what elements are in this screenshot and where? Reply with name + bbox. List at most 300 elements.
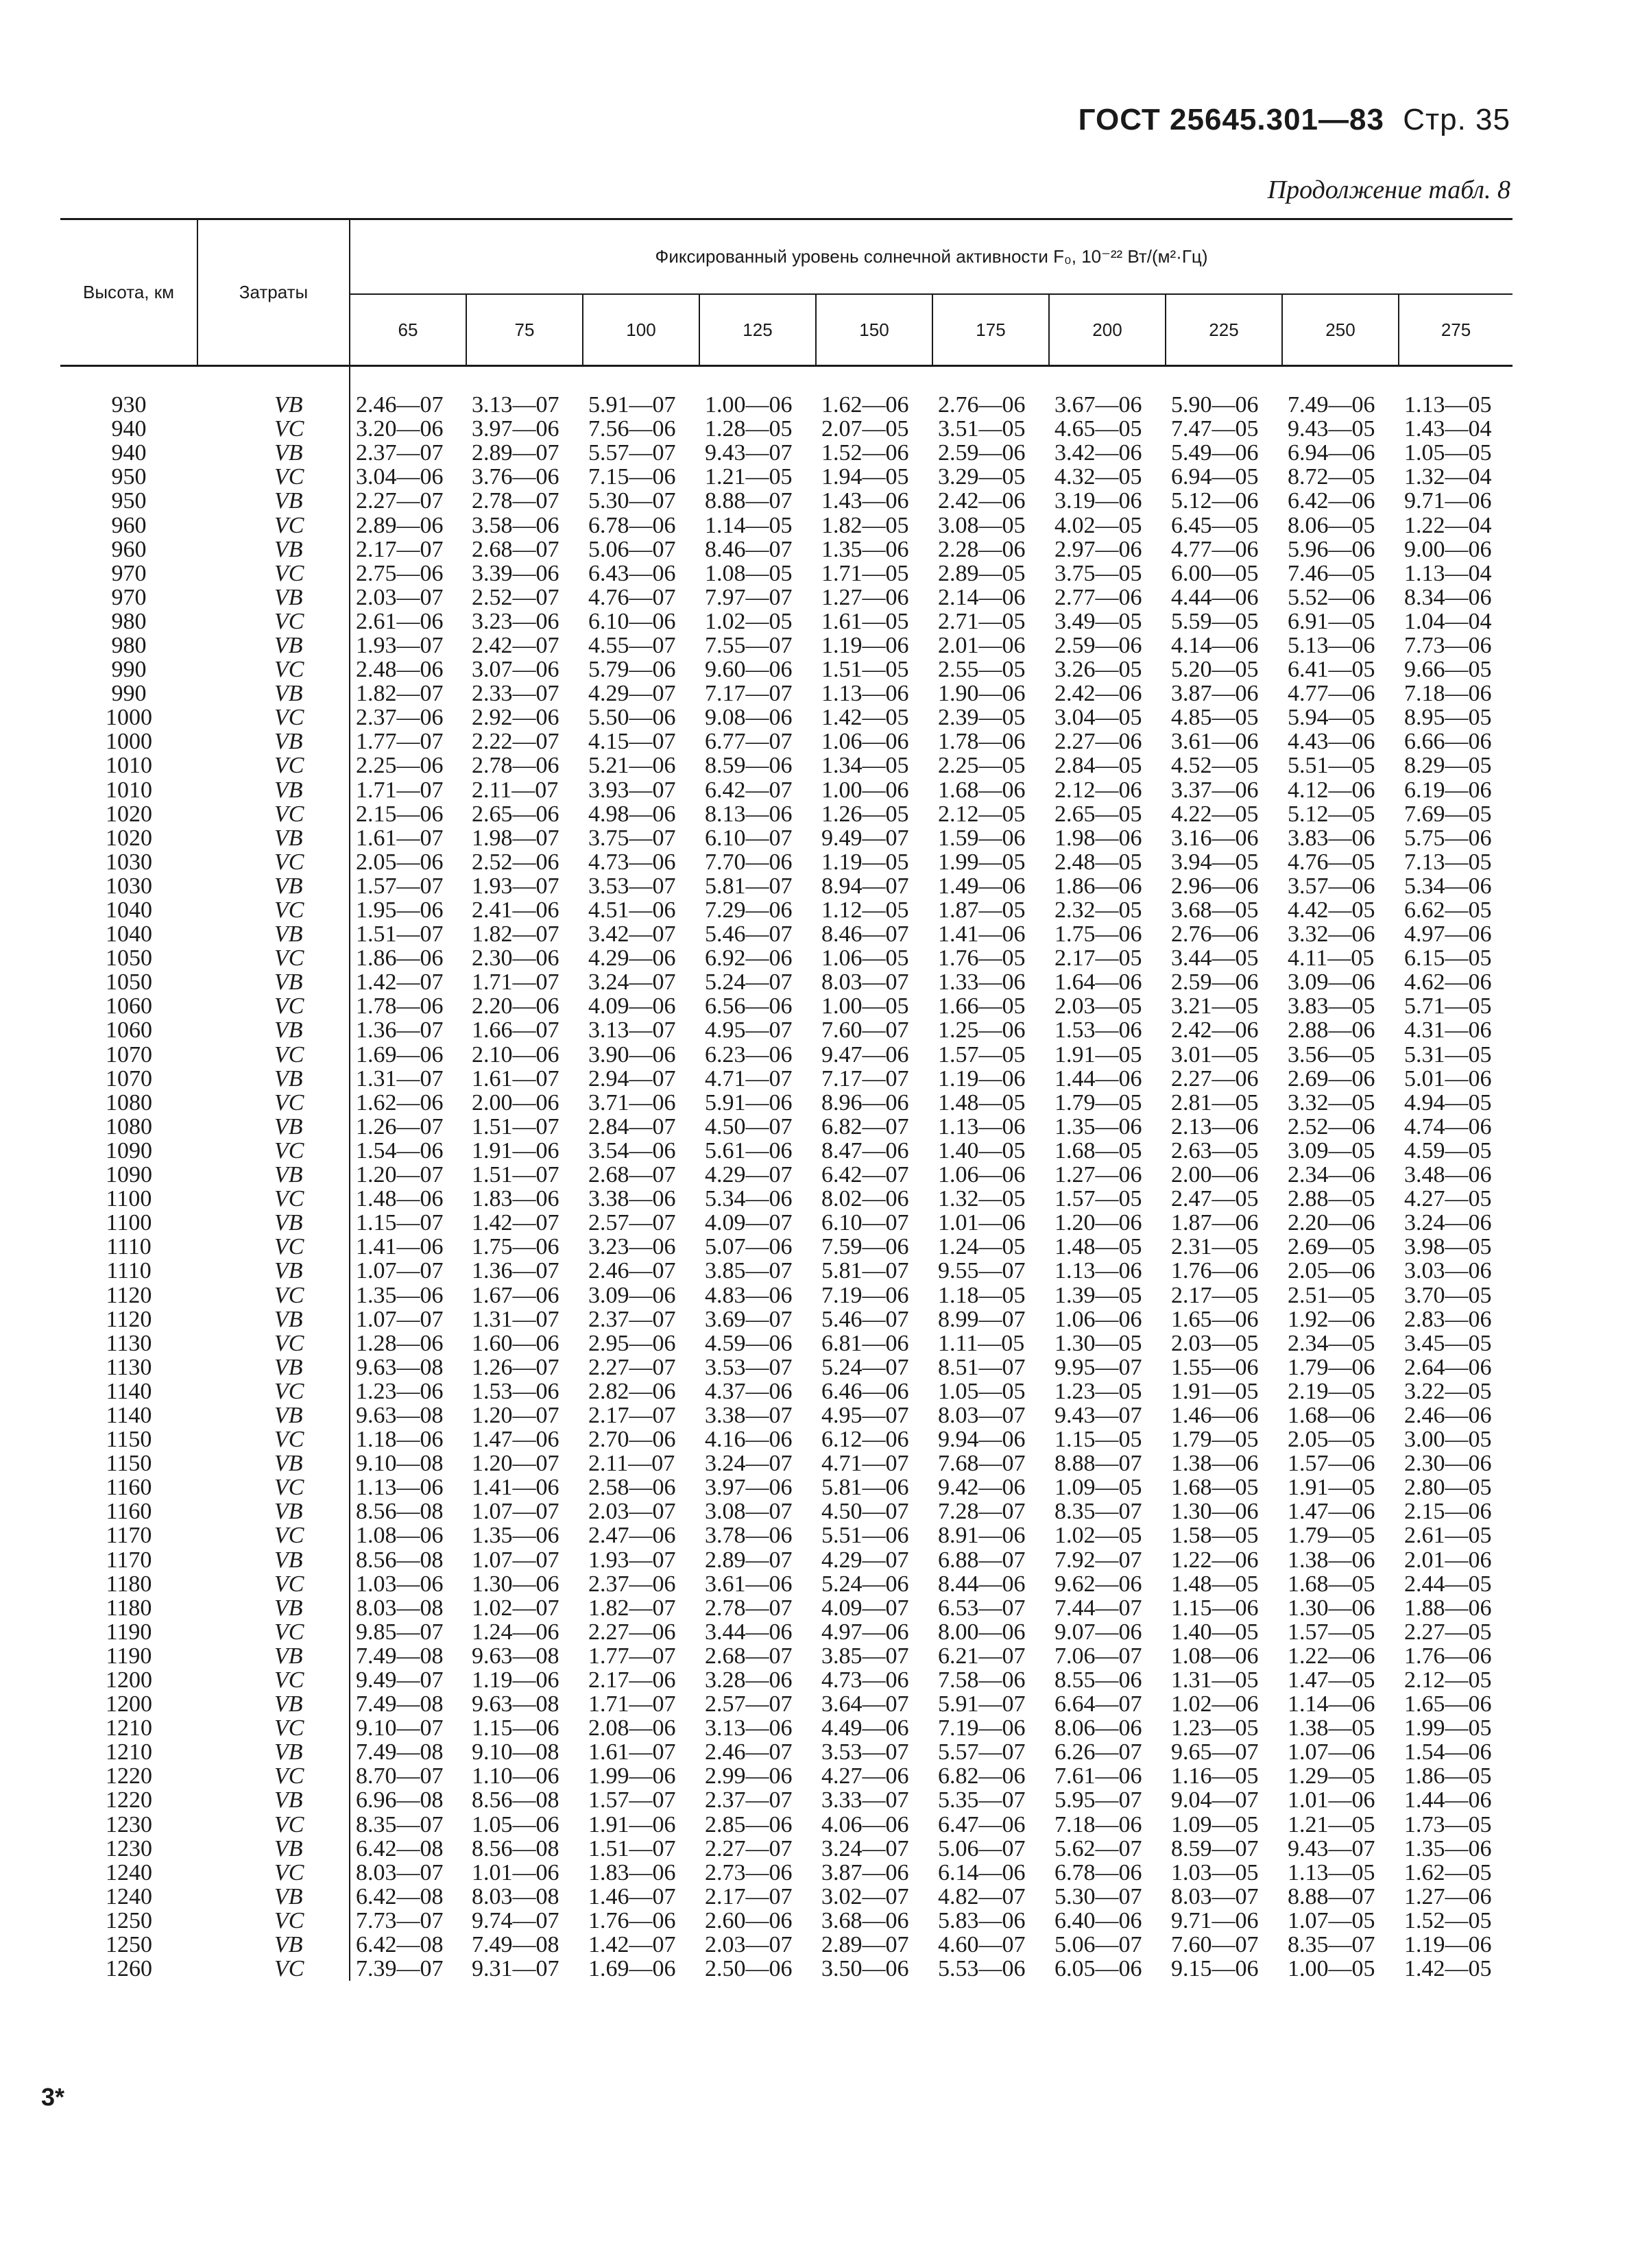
density-value-cell: 2.42—06 [938, 489, 1026, 514]
density-value-cell: 5.91—06 [705, 1090, 793, 1115]
density-value-cell: 1.13—06 [350, 1475, 466, 1499]
density-value-cell: 3.67—06 [1054, 392, 1142, 418]
cost-cell: VC [274, 849, 304, 874]
density-value-cell: 1.13—06 [1054, 1259, 1142, 1283]
density-value-cell: 7.55—07 [705, 633, 793, 658]
density-value-cell: 2.27—07 [350, 489, 466, 513]
density-value-cell: 2.22—07 [472, 729, 559, 754]
density-value-cell: 1.92—06 [1288, 1307, 1375, 1331]
density-value-cell: 8.59—07 [1171, 1836, 1259, 1861]
table-row [60, 1235, 1512, 1259]
table-row [60, 1909, 1512, 1933]
cost-cell: VB [274, 1884, 303, 1909]
density-value-cell: 8.06—06 [1054, 1716, 1142, 1741]
density-value-cell: 4.14—06 [1171, 633, 1259, 658]
density-value-cell: 9.10—08 [350, 1451, 466, 1475]
altitude-cell: 950 [111, 465, 147, 490]
altitude-cell: 1190 [106, 1643, 152, 1668]
density-value-cell: 7.61—06 [1054, 1764, 1142, 1789]
density-value-cell: 2.41—06 [472, 897, 559, 923]
density-value-cell: 5.01—06 [1404, 1066, 1492, 1091]
density-value-cell: 8.00—06 [938, 1619, 1026, 1644]
density-value-cell: 3.24—07 [705, 1451, 793, 1476]
density-value-cell: 1.18—06 [350, 1427, 466, 1451]
density-value-cell: 1.86—06 [1054, 873, 1142, 898]
table-row [60, 1163, 1512, 1187]
density-value-cell: 1.54—06 [1404, 1740, 1492, 1765]
table-row [60, 1067, 1512, 1091]
density-value-cell: 1.35—06 [821, 537, 909, 562]
cost-cell: VB [274, 1018, 303, 1043]
density-value-cell: 2.11—07 [588, 1451, 675, 1476]
density-value-cell: 1.03—05 [1171, 1860, 1259, 1885]
density-value-cell: 6.81—06 [821, 1331, 909, 1355]
cost-cell: VB [274, 922, 303, 947]
density-value-cell: 4.29—07 [588, 681, 676, 706]
density-value-cell: 5.49—06 [1171, 441, 1259, 466]
altitude-cell: 1260 [106, 1957, 152, 1981]
density-value-cell: 7.28—07 [938, 1499, 1026, 1524]
density-value-cell: 2.03—07 [350, 586, 466, 610]
density-value-cell: 1.48—06 [350, 1187, 466, 1211]
density-value-cell: 3.38—07 [705, 1403, 793, 1428]
table-continuation-note: Продолжение табл. 8 [1267, 176, 1510, 204]
density-value-cell: 2.11—07 [472, 777, 559, 802]
density-value-cell: 9.74—07 [472, 1908, 559, 1933]
table-row [60, 1018, 1512, 1042]
density-value-cell: 8.03—07 [350, 1861, 466, 1885]
density-value-cell: 1.57—07 [588, 1788, 676, 1813]
density-value-cell: 1.49—06 [938, 873, 1026, 898]
density-value-cell: 6.10—06 [588, 609, 676, 634]
density-value-cell: 3.44—05 [1171, 946, 1259, 971]
table-row [60, 562, 1512, 586]
density-value-cell: 1.93—07 [588, 1547, 676, 1572]
table-row [60, 1403, 1512, 1427]
density-value-cell: 1.09—05 [1171, 1812, 1259, 1837]
density-value-cell: 4.95—07 [821, 1403, 909, 1428]
density-value-cell: 2.42—06 [1171, 1018, 1259, 1043]
solar-level-header: 175 [932, 294, 1049, 366]
density-value-cell: 3.42—07 [588, 922, 676, 947]
table-row [60, 1764, 1512, 1788]
density-value-cell: 1.32—05 [938, 1187, 1026, 1211]
density-value-cell: 6.14—06 [938, 1860, 1026, 1885]
density-value-cell: 2.05—06 [1288, 1259, 1375, 1283]
density-value-cell: 9.63—08 [350, 1403, 466, 1427]
density-value-cell: 5.81—06 [821, 1475, 909, 1500]
density-value-cell: 2.07—05 [821, 417, 909, 442]
altitude-cell: 1170 [106, 1523, 152, 1548]
table-row [60, 610, 1512, 634]
density-value-cell: 3.01—05 [1171, 1042, 1259, 1067]
density-value-cell: 1.15—06 [1171, 1595, 1259, 1620]
cost-cell: VC [274, 1042, 304, 1067]
density-value-cell: 1.57—06 [1288, 1451, 1375, 1476]
density-value-cell: 8.95—05 [1404, 705, 1492, 730]
density-value-cell: 8.88—07 [1288, 1884, 1375, 1909]
density-value-cell: 9.10—08 [472, 1740, 559, 1765]
density-value-cell: 2.28—06 [938, 537, 1026, 562]
density-value-cell: 1.93—07 [472, 873, 559, 898]
density-value-cell: 2.48—05 [1054, 849, 1142, 874]
density-value-cell: 6.82—07 [821, 1114, 909, 1139]
density-value-cell: 7.58—06 [938, 1667, 1026, 1693]
density-value-cell: 1.95—06 [350, 898, 466, 922]
density-value-cell: 9.08—06 [705, 705, 793, 730]
table-row [60, 994, 1512, 1018]
density-value-cell: 3.33—07 [821, 1788, 909, 1813]
density-value-cell: 1.38—06 [1288, 1547, 1375, 1572]
table-row [60, 1115, 1512, 1139]
density-value-cell: 2.25—06 [350, 753, 466, 777]
density-value-cell: 1.82—07 [350, 681, 466, 705]
density-value-cell: 2.81—05 [1171, 1090, 1259, 1115]
cost-cell: VB [274, 1211, 303, 1235]
density-value-cell: 1.01—06 [938, 1211, 1026, 1235]
density-value-cell: 1.87—05 [938, 897, 1026, 923]
density-value-cell: 3.90—06 [588, 1042, 676, 1067]
table-row [60, 441, 1512, 465]
density-value-cell: 7.47—05 [1171, 417, 1259, 442]
table-row [60, 1307, 1512, 1331]
density-value-cell: 2.17—05 [1171, 1283, 1259, 1307]
table-row [60, 1259, 1512, 1283]
altitude-cell: 1200 [106, 1667, 152, 1693]
density-value-cell: 4.82—07 [938, 1884, 1026, 1909]
altitude-cell: 960 [111, 537, 147, 562]
density-value-cell: 6.78—06 [1054, 1860, 1142, 1885]
altitude-cell: 1090 [106, 1163, 152, 1187]
density-value-cell: 6.10—07 [821, 1211, 909, 1235]
density-value-cell: 2.05—06 [350, 850, 466, 874]
density-value-cell: 1.51—07 [588, 1836, 676, 1861]
density-value-cell: 1.69—06 [588, 1957, 676, 1981]
density-value-cell: 1.07—06 [1288, 1740, 1375, 1765]
density-value-cell: 5.06—07 [938, 1836, 1026, 1861]
density-value-cell: 2.10—06 [472, 1042, 559, 1067]
density-value-cell: 4.22—05 [1171, 801, 1259, 826]
altitude-cell: 1140 [106, 1379, 152, 1403]
table-body [60, 366, 1512, 1981]
density-value-cell: 4.73—06 [821, 1667, 909, 1693]
cost-cell: VB [274, 825, 303, 850]
density-value-cell: 2.44—05 [1404, 1571, 1492, 1596]
density-value-cell: 2.37—07 [588, 1307, 676, 1331]
density-value-cell: 5.75—06 [1404, 825, 1492, 850]
density-value-cell: 7.97—07 [705, 585, 793, 610]
density-value-cell: 2.17—07 [705, 1884, 793, 1909]
density-value-cell: 1.20—07 [472, 1451, 559, 1476]
density-value-cell: 4.50—07 [821, 1499, 909, 1524]
cost-cell: VB [274, 585, 303, 610]
density-value-cell: 4.32—05 [1054, 465, 1142, 490]
density-value-cell: 1.16—05 [1171, 1764, 1259, 1789]
density-value-cell: 5.06—07 [588, 537, 676, 562]
density-value-cell: 9.49—07 [350, 1668, 466, 1692]
solar-level-header: 65 [350, 294, 466, 366]
density-value-cell: 1.83—06 [588, 1860, 676, 1885]
density-value-cell: 4.29—07 [705, 1163, 793, 1187]
density-value-cell: 1.01—06 [472, 1860, 559, 1885]
density-value-cell: 8.03—07 [1171, 1884, 1259, 1909]
density-value-cell: 1.39—05 [1054, 1283, 1142, 1307]
table-row [60, 778, 1512, 802]
table-row [60, 1043, 1512, 1067]
density-value-cell: 1.77—07 [350, 729, 466, 753]
density-value-cell: 2.73—06 [705, 1860, 793, 1885]
altitude-cell: 1100 [106, 1187, 152, 1211]
density-value-cell: 2.89—07 [472, 441, 559, 466]
density-value-cell: 1.08—05 [705, 561, 793, 586]
density-value-cell: 7.19—06 [938, 1716, 1026, 1741]
density-value-cell: 5.12—05 [1288, 801, 1375, 826]
density-value-cell: 2.61—06 [350, 610, 466, 634]
density-value-cell: 3.24—07 [588, 970, 676, 995]
density-value-cell: 1.30—06 [1171, 1499, 1259, 1524]
density-value-cell: 2.30—06 [1404, 1451, 1492, 1476]
density-value-cell: 1.60—06 [472, 1331, 559, 1355]
table-row [60, 1620, 1512, 1644]
altitude-cell: 1070 [106, 1066, 152, 1091]
density-value-cell: 5.91—07 [938, 1692, 1026, 1717]
density-value-cell: 3.13—06 [705, 1716, 793, 1741]
density-value-cell: 1.68—05 [1171, 1475, 1259, 1500]
density-value-cell: 5.24—07 [821, 1355, 909, 1379]
density-value-cell: 3.83—05 [1288, 994, 1375, 1019]
density-value-cell: 4.71—07 [821, 1451, 909, 1476]
density-value-cell: 6.94—06 [1288, 441, 1375, 466]
density-value-cell: 6.21—07 [938, 1643, 1026, 1668]
density-value-cell: 1.75—06 [472, 1235, 559, 1259]
cost-cell: VC [274, 1331, 304, 1355]
density-value-cell: 1.18—05 [938, 1283, 1026, 1307]
altitude-cell: 1150 [106, 1451, 152, 1476]
table-row [60, 898, 1512, 922]
density-value-cell: 5.07—06 [705, 1235, 793, 1259]
density-value-cell: 1.94—05 [821, 465, 909, 490]
density-value-cell: 7.49—08 [350, 1644, 466, 1668]
density-value-cell: 4.29—07 [821, 1547, 909, 1572]
table-row [60, 1451, 1512, 1475]
density-value-cell: 3.07—06 [472, 658, 559, 682]
cost-cell: VC [274, 609, 304, 634]
cost-cell: VC [274, 897, 304, 923]
density-value-cell: 8.70—07 [350, 1764, 466, 1788]
density-value-cell: 9.00—06 [1404, 537, 1492, 562]
density-value-cell: 1.79—06 [1288, 1355, 1375, 1379]
density-value-cell: 7.44—07 [1054, 1595, 1142, 1620]
density-value-cell: 1.79—05 [1288, 1523, 1375, 1548]
density-value-cell: 4.29—06 [588, 946, 676, 971]
table-row [60, 1740, 1512, 1764]
solar-level-header: 275 [1399, 294, 1512, 366]
density-value-cell: 1.46—06 [1171, 1403, 1259, 1428]
density-value-cell: 5.24—07 [705, 970, 793, 995]
table-row [60, 946, 1512, 970]
density-value-cell: 1.27—06 [821, 585, 909, 610]
density-value-cell: 4.97—06 [821, 1619, 909, 1644]
table-row [60, 1211, 1512, 1235]
density-value-cell: 2.88—06 [1288, 1018, 1375, 1043]
table-row [60, 1475, 1512, 1499]
table-row [60, 1644, 1512, 1668]
density-value-cell: 1.41—06 [350, 1235, 466, 1259]
density-value-cell: 4.12—06 [1288, 777, 1375, 802]
density-value-cell: 3.98—05 [1404, 1235, 1492, 1259]
density-value-cell: 3.44—06 [705, 1619, 793, 1644]
density-value-cell: 1.79—05 [1054, 1090, 1142, 1115]
density-value-cell: 1.22—06 [1171, 1547, 1259, 1572]
density-value-cell: 1.27—06 [1404, 1884, 1492, 1909]
table-row [60, 1427, 1512, 1451]
cost-cell: VB [274, 1836, 303, 1861]
density-value-cell: 1.73—05 [1404, 1812, 1492, 1837]
density-value-cell: 3.38—06 [588, 1187, 676, 1211]
cost-cell: VC [274, 513, 304, 538]
density-value-cell: 3.23—06 [472, 609, 559, 634]
altitude-cell: 1230 [106, 1812, 152, 1837]
density-value-cell: 1.21—05 [705, 465, 793, 490]
density-value-cell: 1.87—06 [1171, 1211, 1259, 1235]
density-value-cell: 4.74—06 [1404, 1114, 1492, 1139]
density-value-cell: 1.22—06 [1288, 1643, 1375, 1668]
density-value-cell: 5.52—06 [1288, 585, 1375, 610]
density-value-cell: 1.29—05 [1288, 1764, 1375, 1789]
density-value-cell: 1.99—06 [588, 1764, 676, 1789]
table-row [60, 1499, 1512, 1523]
density-value-cell: 6.46—06 [821, 1379, 909, 1403]
density-value-cell: 2.95—06 [588, 1331, 676, 1355]
density-value-cell: 3.24—07 [821, 1836, 909, 1861]
density-value-cell: 4.77—06 [1288, 681, 1375, 706]
density-value-cell: 2.27—06 [588, 1619, 676, 1644]
density-value-cell: 1.47—06 [472, 1427, 559, 1452]
cost-cell: VB [274, 1307, 303, 1331]
density-value-cell: 2.68—07 [472, 537, 559, 562]
solar-level-header: 75 [466, 294, 583, 366]
altitude-cell: 1250 [106, 1933, 152, 1957]
density-value-cell: 8.91—06 [938, 1523, 1026, 1548]
altitude-cell: 950 [111, 489, 147, 514]
cost-cell: VC [274, 561, 304, 586]
density-value-cell: 7.70—06 [705, 849, 793, 874]
density-value-cell: 1.68—05 [1288, 1571, 1375, 1596]
density-value-cell: 9.43—05 [1288, 417, 1375, 442]
density-value-cell: 2.64—06 [1404, 1355, 1492, 1379]
density-value-cell: 1.12—05 [821, 897, 909, 923]
density-value-cell: 6.42—07 [705, 777, 793, 802]
altitude-cell: 1150 [106, 1427, 152, 1452]
density-value-cell: 9.31—07 [472, 1957, 559, 1981]
density-value-cell: 8.59—06 [705, 753, 793, 778]
density-value-cell: 1.43—06 [821, 489, 909, 514]
cost-cell: VC [274, 1812, 304, 1837]
density-value-cell: 1.52—06 [821, 441, 909, 466]
density-value-cell: 3.49—05 [1054, 609, 1142, 634]
density-value-cell: 4.52—05 [1171, 753, 1259, 778]
table-row [60, 1379, 1512, 1403]
density-value-cell: 6.42—06 [1288, 489, 1375, 514]
density-value-cell: 7.18—06 [1404, 681, 1492, 706]
density-value-cell: 3.97—06 [472, 417, 559, 442]
density-value-cell: 4.31—06 [1404, 1018, 1492, 1043]
table-row [60, 826, 1512, 850]
density-value-cell: 1.15—07 [350, 1211, 466, 1235]
density-value-cell: 8.02—06 [821, 1187, 909, 1211]
cost-cell: VC [274, 1187, 304, 1211]
density-value-cell: 5.34—06 [1404, 873, 1492, 898]
altitude-cell: 1080 [106, 1114, 152, 1139]
density-value-cell: 1.91—06 [588, 1812, 676, 1837]
density-value-cell: 2.32—05 [1054, 897, 1142, 923]
density-value-cell: 2.59—06 [1171, 970, 1259, 995]
density-value-cell: 3.58—06 [472, 513, 559, 538]
density-value-cell: 1.65—06 [1404, 1692, 1492, 1717]
density-value-cell: 2.89—05 [938, 561, 1026, 586]
cost-cell: VB [274, 392, 303, 418]
density-value-cell: 1.43—04 [1404, 417, 1492, 442]
density-value-cell: 8.44—06 [938, 1571, 1026, 1596]
density-value-cell: 2.00—06 [1171, 1163, 1259, 1187]
density-value-cell: 5.81—07 [821, 1259, 909, 1283]
density-value-cell: 7.06—07 [1054, 1643, 1142, 1668]
density-value-cell: 7.68—07 [938, 1451, 1026, 1476]
density-value-cell: 2.17—06 [588, 1667, 676, 1693]
density-value-cell: 3.09—06 [1288, 970, 1375, 995]
density-value-cell: 1.53—06 [1054, 1018, 1142, 1043]
table-row [60, 1572, 1512, 1596]
density-value-cell: 3.42—06 [1054, 441, 1142, 466]
density-value-cell: 1.61—07 [350, 826, 466, 850]
density-value-cell: 2.03—05 [1054, 994, 1142, 1019]
density-value-cell: 1.00—06 [821, 777, 909, 802]
density-value-cell: 1.23—05 [1054, 1379, 1142, 1403]
density-value-cell: 1.06—06 [1054, 1307, 1142, 1331]
density-value-cell: 1.02—05 [705, 609, 793, 634]
standard-number: ГОСТ 25645.301—83 [1078, 103, 1384, 136]
density-value-cell: 2.50—06 [705, 1957, 793, 1981]
density-value-cell: 7.49—08 [350, 1740, 466, 1764]
density-value-cell: 2.76—06 [938, 392, 1026, 418]
density-value-cell: 1.32—04 [1404, 465, 1492, 490]
density-value-cell: 1.13—06 [821, 681, 909, 706]
altitude-cell: 970 [111, 585, 147, 610]
density-value-cell: 7.39—07 [350, 1957, 466, 1981]
table-row [60, 538, 1512, 562]
density-value-cell: 1.57—07 [350, 874, 466, 898]
density-value-cell: 3.04—05 [1054, 705, 1142, 730]
density-value-cell: 5.51—05 [1288, 753, 1375, 778]
density-value-cell: 1.82—07 [588, 1595, 676, 1620]
density-value-cell: 2.00—06 [472, 1090, 559, 1115]
density-value-cell: 6.19—06 [1404, 777, 1492, 802]
density-value-cell: 7.29—06 [705, 897, 793, 923]
density-value-cell: 1.64—06 [1054, 970, 1142, 995]
density-value-cell: 1.35—06 [472, 1523, 559, 1548]
density-value-cell: 8.99—07 [938, 1307, 1026, 1331]
table-row [60, 1548, 1512, 1572]
density-value-cell: 5.50—06 [588, 705, 676, 730]
altitude-cell: 1200 [106, 1692, 152, 1717]
table-row [60, 1837, 1512, 1861]
density-value-cell: 1.00—05 [821, 994, 909, 1019]
density-value-cell: 2.55—05 [938, 658, 1026, 682]
density-value-cell: 7.59—06 [821, 1235, 909, 1259]
density-value-cell: 1.91—05 [1054, 1042, 1142, 1067]
density-value-cell: 1.01—06 [1288, 1788, 1375, 1813]
density-value-cell: 1.98—06 [1054, 825, 1142, 850]
